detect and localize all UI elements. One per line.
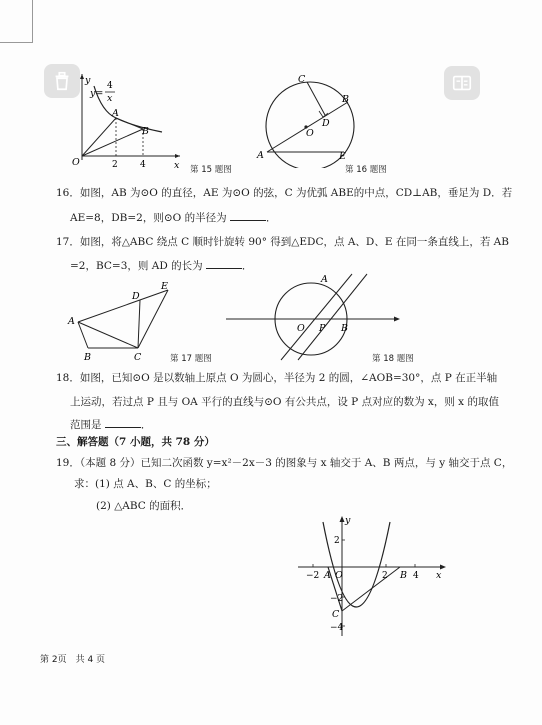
fig15-caption: 第 15 题图 bbox=[190, 165, 232, 175]
fig19-tick-y-2: 2 bbox=[334, 536, 340, 546]
q18-line-1: 18．如图，已知⊙O 是以数轴上原点 O 为圆心，半径为 2 的圆，∠AOB=30°，点 P 在正半轴 bbox=[56, 372, 498, 384]
fig19-tick-x-neg2: −2 bbox=[306, 571, 320, 581]
fig19-x-label: x bbox=[436, 570, 442, 581]
fig16-point-c: C bbox=[298, 74, 306, 85]
fig17-caption: 第 17 题图 bbox=[170, 354, 212, 364]
fig15-origin-label: O bbox=[72, 157, 80, 168]
fig18-point-b: B bbox=[341, 323, 348, 334]
fig19-point-b: B bbox=[400, 570, 407, 581]
fig16-caption: 第 16 题图 bbox=[345, 165, 387, 175]
section-3-heading: 三、解答题（7 小题，共 78 分） bbox=[56, 436, 215, 448]
fig16-point-d: D bbox=[322, 118, 330, 129]
fig16-point-e: E bbox=[339, 151, 346, 162]
fig16-point-a: A bbox=[257, 150, 264, 161]
q19-line-1: 19．（本题 8 分）已知二次函数 y=x²－2x－3 的图象与 x 轴交于 A、B 两点，与 y 轴交于点 C， bbox=[56, 457, 513, 469]
q16-line-1: 16．如图，AB 为⊙O 的直径，AE 为⊙O 的弦，C 为优弧 ABE的中点，CD⊥AB，垂足为 D．若 bbox=[56, 187, 513, 199]
split-view-button[interactable] bbox=[444, 66, 480, 100]
q18-line-3-end: ． bbox=[140, 419, 152, 431]
figure-15 bbox=[66, 72, 186, 172]
q18-answer-blank bbox=[105, 418, 141, 428]
q17-line-2-end: ． bbox=[241, 260, 253, 272]
q17-line-2-text: =2，BC=3，则 AD 的长为 bbox=[70, 260, 203, 272]
q16-line-2 bbox=[70, 211, 276, 225]
fig19-tick-x-2: 2 bbox=[382, 571, 388, 581]
fig15-x-label: x bbox=[174, 160, 180, 171]
q18-line-3 bbox=[70, 418, 151, 432]
q16-line-2-end: ． bbox=[265, 212, 277, 224]
fig19-origin-o: O bbox=[335, 570, 343, 581]
q19-line-2: 求：(1) 点 A、B、C 的坐标； bbox=[74, 478, 217, 490]
fig15-point-a: A bbox=[112, 108, 119, 119]
fig18-caption: 第 18 题图 bbox=[372, 354, 414, 364]
q19-line-3: (2) △ABC 的面积． bbox=[96, 500, 192, 512]
figure-19 bbox=[296, 514, 448, 638]
fig19-point-c: C bbox=[332, 609, 340, 620]
fig15-fn-lhs: y= bbox=[90, 88, 104, 99]
q16-line-2-text: AE=8，DB=2，则⊙O 的半径为 bbox=[70, 212, 227, 224]
fig15-fn-numerator: 4 bbox=[107, 81, 113, 91]
fig18-origin-o: O bbox=[297, 323, 305, 334]
fig15-fn-denominator: x bbox=[107, 93, 113, 104]
fig15-tick-2: 2 bbox=[112, 160, 118, 170]
fig18-point-a: A bbox=[321, 274, 328, 285]
fig17-point-e: E bbox=[161, 281, 168, 292]
figure-18 bbox=[224, 270, 404, 364]
q18-line-2: 上运动，若过点 P 且与 OA 平行的直线与⊙O 有公共点，设 P 点对应的数为 x，则 x 的取值 bbox=[70, 396, 499, 408]
q17-line-1: 17．如图，将△ABC 绕点 C 顺时针旋转 90° 得到△EDC，点 A、D、E 在同一条直线上，若 AB bbox=[56, 236, 509, 248]
q16-answer-blank bbox=[230, 211, 266, 221]
fig17-point-d: D bbox=[132, 291, 140, 302]
q18-line-3-text: 范围是 bbox=[70, 419, 102, 431]
fig19-tick-y-neg2: −2 bbox=[330, 594, 344, 604]
split-view-icon bbox=[451, 72, 473, 94]
figure-16 bbox=[248, 72, 368, 168]
fig15-y-label: y bbox=[85, 75, 91, 86]
figure-17 bbox=[66, 280, 176, 364]
fig17-point-c: C bbox=[134, 352, 142, 363]
fig17-point-b: B bbox=[84, 352, 91, 363]
crop-mark bbox=[0, 0, 33, 43]
fig16-center-o: O bbox=[306, 128, 314, 139]
fig17-point-a: A bbox=[68, 316, 75, 327]
fig15-point-b: B bbox=[142, 126, 149, 137]
fig15-tick-4: 4 bbox=[140, 160, 146, 170]
page-footer: 第 2页 共 4 页 bbox=[40, 655, 106, 665]
fig16-point-b: B bbox=[342, 94, 349, 105]
q17-answer-blank bbox=[206, 259, 242, 269]
fig18-point-p: P bbox=[319, 323, 326, 334]
fig19-tick-y-neg4: −4 bbox=[330, 623, 344, 633]
fig19-point-a: A bbox=[324, 570, 331, 581]
fig19-y-label: y bbox=[345, 515, 351, 526]
fig19-tick-x-4: 4 bbox=[413, 571, 419, 581]
